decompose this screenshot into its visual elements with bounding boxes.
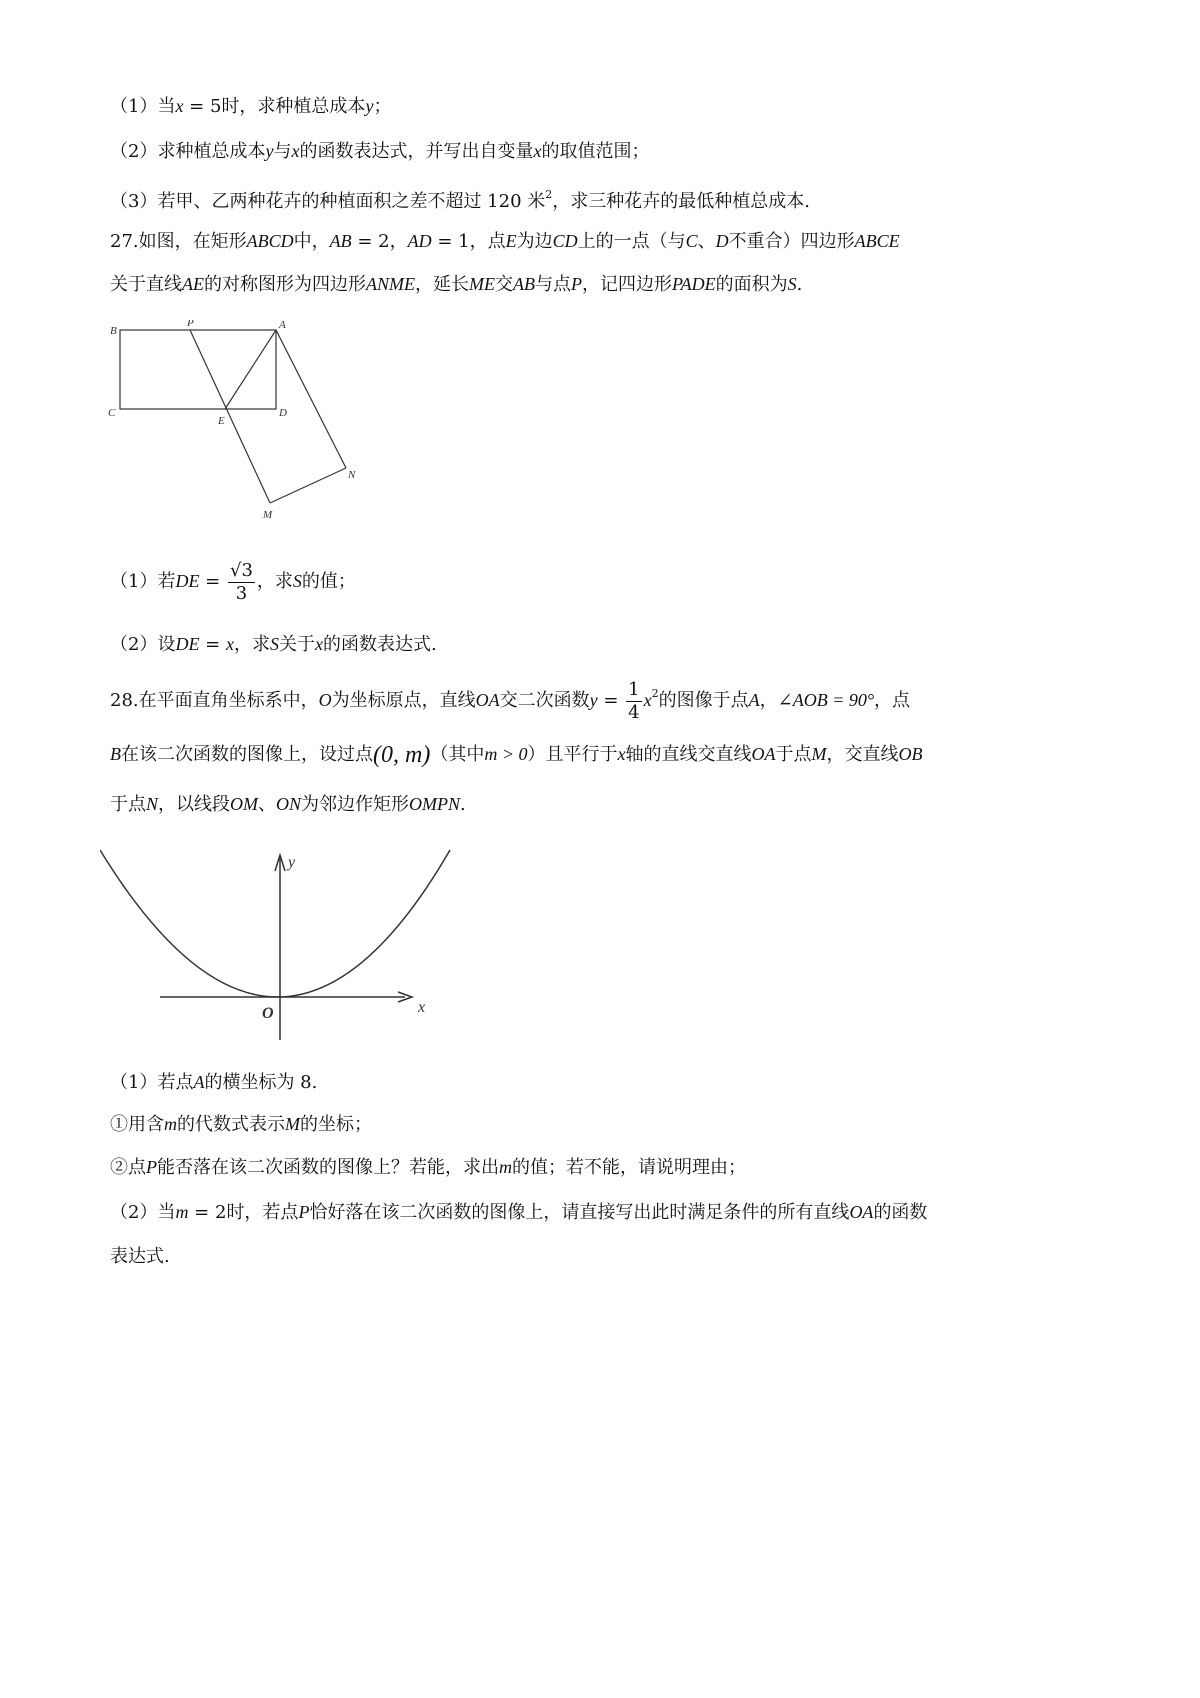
q28-part1-sub1: ①用含m的代数式表示M的坐标； xyxy=(110,1114,372,1135)
fraction-one-quarter: $\frac{1}{4}$ xyxy=(628,678,640,723)
label-d: D xyxy=(279,407,287,419)
label-y-axis: y xyxy=(288,854,296,871)
q26-part3: （3）若甲、乙两种花卉的种植面积之差不超过 120 米$^2$，求三种花卉的最低种植总成本. xyxy=(110,188,810,212)
label-p: P xyxy=(187,320,194,329)
parabola-curve xyxy=(100,850,450,997)
label-e: E xyxy=(218,415,225,427)
q28-part2-cont: 表达式. xyxy=(110,1246,170,1267)
label-a: A xyxy=(279,320,286,331)
q26-part1: （1）当x = 5时，求种植总成本y； xyxy=(110,96,392,117)
q27-part1: （1）若DE = $\frac{√3}{3}$ ，求S的值； xyxy=(110,559,356,604)
label-origin: O xyxy=(262,1005,274,1022)
q28-stem-line1: 28.在平面直角坐标系中，O为坐标原点，直线OA交二次函数y = $\frac{1}{4}$ $x^2$的图像于点A，∠AOB = 90°，点 xyxy=(110,678,911,723)
q26-part2: （2）求种植总成本y与x的函数表达式，并写出自变量x的取值范围； xyxy=(110,141,650,162)
q28-figure xyxy=(100,845,460,1045)
q27-stem-line2: 关于直线AE的对称图形为四边形ANME，延长ME交AB与点P，记四边形PADE的面积为S. xyxy=(110,274,803,295)
q28-stem-line2: B在该二次函数的图像上，设过点(0, m)（其中m > 0）且平行于x轴的直线交直线OA于点M，交直线OB xyxy=(110,742,923,768)
rectangle-abcd xyxy=(120,330,276,409)
segment-nm xyxy=(270,468,346,503)
fraction-sqrt3-over-3: $\frac{√3}{3}$ xyxy=(229,559,253,604)
label-n: N xyxy=(348,469,356,481)
segment-an xyxy=(276,330,346,468)
q28-part2: （2）当m = 2时，若点P恰好落在该二次函数的图像上，请直接写出此时满足条件的所有直线OA的函数 xyxy=(110,1202,928,1223)
q28-part1: （1）若点A的横坐标为 8. xyxy=(110,1072,318,1093)
q27-part2: （2）设DE = x，求S关于x的函数表达式. xyxy=(110,634,437,655)
q27-stem-line1: 27.如图，在矩形ABCD中，AB = 2，AD = 1，点E为边CD上的一点（与C、D不重合）四边形ABCE xyxy=(110,231,900,252)
label-x-axis: x xyxy=(418,999,426,1016)
label-c: C xyxy=(108,407,116,419)
label-b: B xyxy=(110,325,117,337)
label-m: M xyxy=(263,509,273,521)
q28-part1-sub2: ②点P能否落在该二次函数的图像上？若能，求出m的值；若不能，请说明理由； xyxy=(110,1157,746,1178)
q27-number: 27. xyxy=(110,231,139,252)
q28-stem-line3: 于点N，以线段OM、ON为邻边作矩形OMPN. xyxy=(110,794,466,815)
segment-pm xyxy=(190,330,270,503)
segment-ae xyxy=(225,330,276,409)
q27-figure xyxy=(100,320,380,530)
q28-number: 28. xyxy=(110,690,139,711)
